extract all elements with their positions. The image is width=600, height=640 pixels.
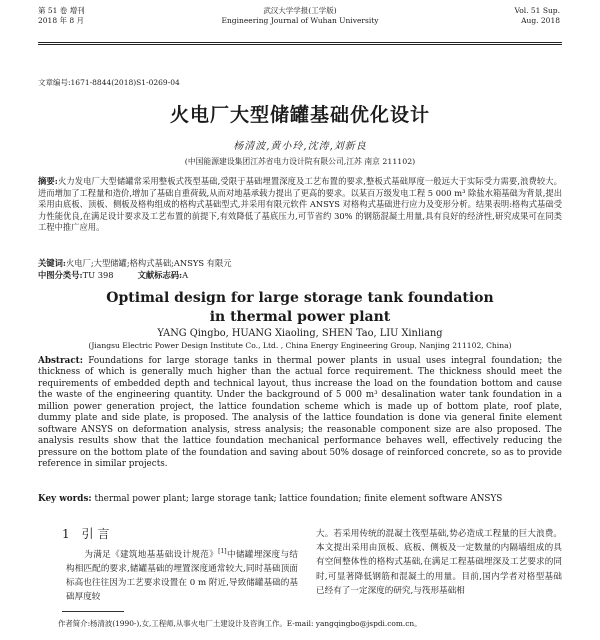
doc-code-value: A xyxy=(182,270,189,280)
header-rule-top xyxy=(38,42,562,43)
abstract-cn xyxy=(38,176,562,234)
keywords-cn xyxy=(38,257,562,269)
abstract-cn-text: 火力发电厂大型储罐常采用整板式筏型基础,受限于基础埋置深度及工艺布置的要求,整板式基础厚度一般远大于实际受力需要,浪费较大。进而增加了工程量和造价,增加了基础自重荷载,从而对地基承载力提出了更高的要求。以某百万级发电工程 5 000 m³ 除盐水箱基础为背景,提出采用由底板、顶板、侧板及格构组成的格构式基础型式,并采用有限元软件 ANSYS 对格构式基础进行应力及变形分析。结果表明:格构式基础受力性能优良,在满足设计要求及工艺布置的前提下,有效降低了基底压力,可节省约 30% 的钢筋混凝土用量,具有良好的经济性,研究成果可在同类工程中推广应用。 xyxy=(38,176,562,233)
keywords-en-text: thermal power plant; large storage tank; lattice foundation; finite element software ANSYS xyxy=(94,494,503,504)
clc-value: TU 398 xyxy=(82,270,114,280)
page-title-cn: 火电厂大型储罐基础优化设计 xyxy=(169,104,430,126)
journal-cn-title: 武汉大学学报(工学版) xyxy=(263,6,337,15)
classification-cn xyxy=(38,269,562,281)
abstract-en xyxy=(38,356,562,471)
keywords-cn-label: 关键词: xyxy=(38,258,66,268)
affiliation-cn: (中国能源建设集团江苏省电力设计院有限公司,江苏 南京 211102) xyxy=(184,157,416,166)
header-right xyxy=(515,6,561,26)
body-right-text: 大。若采用传统的混凝土筏型基础,势必造成工程量的巨大浪费。本文提出采用由顶板、底板、侧板及一定数量的内隔墙组成的具有空间整体性的格构式基础,在满足工程基础埋深及工艺要求的同时,可显著降低钢筋和混凝土的用量。目前,国内学者对格型基础已经有了一定深度的研究,与筏形基础相 xyxy=(316,529,562,596)
journal-en-title: Engineering Journal of Wuhan University xyxy=(221,16,379,25)
body-left-text-b: 中储罐埋深度与结构相匹配的要求,储罐基础的埋置深度通常较大,同时基础顶面标高也往往因为工艺要求设置在 0 m 附近,导致储罐基础的基础厚度较 xyxy=(66,549,298,603)
date-cn-label: 2018 年 8 月 xyxy=(38,16,85,25)
footnote-rule xyxy=(62,611,124,612)
running-header xyxy=(0,6,600,40)
section-title: 引言 xyxy=(81,527,114,541)
keywords-en-label: Key words: xyxy=(38,494,92,504)
title-en-line1: Optimal design for large storage tank foundation xyxy=(106,290,494,306)
clc-label: 中图分类号: xyxy=(38,270,83,280)
abstract-en-label: Abstract: xyxy=(38,356,83,366)
volume-label: 第 51 卷 增刊 xyxy=(38,6,85,15)
authors-cn: 杨清波,黄小玲,沈涛,刘新良 xyxy=(233,141,367,152)
section-heading xyxy=(62,525,113,542)
affiliation-en: (Jiangsu Electric Power Design Institute Co., Ltd. , China Energy Engineering Group, Nanjing 211102, China) xyxy=(88,341,512,350)
reference-marker: [1] xyxy=(218,548,227,555)
body-left-text-a: 为满足《建筑地基基础设计规范》 xyxy=(84,549,219,560)
abstract-cn-label: 摘要: xyxy=(38,176,58,186)
keywords-en xyxy=(38,494,568,504)
date-en-label: Aug. 2018 xyxy=(521,16,560,25)
title-en-line2: in thermal power plant xyxy=(209,309,391,325)
header-center xyxy=(0,6,600,26)
section-number: 1 xyxy=(62,527,74,541)
page-title-en xyxy=(0,289,600,327)
article-number: 文章编号:1671-8844(2018)S1-0269-04 xyxy=(38,78,180,87)
abstract-en-text: Foundations for large storage tanks in thermal power plants in usual uses integral foundation; the thickness of which is generally much higher than the actual force requirement. The thickness should meet the requirements of embedded depth and technical layout, thus increase the load on the foundation bottom and cause the waste of the engineering quantity. Under the background of 5 000 m³ desalination water tank foundation in a million power generation project, the lattice foundation scheme which is made up of bottom plate, roof plate, dummy plate and side plate, is proposed. The analysis of the lattice foundation is done via general finite element software ANSYS on deformation analysis, stress analysis; the reasonable component size are also proposed. The analysis results show that the lattice foundation mechanical performance behaves well, effectively reducing the pressure on the bottom plate of the foundation and saving about 50% dosage of reinforced concrete, so as to provide reference in similar projects. xyxy=(38,356,562,470)
volume-en-label: Vol. 51 Sup. xyxy=(514,6,560,15)
keywords-cn-text: 火电厂;大型储罐;格构式基础;ANSYS 有限元 xyxy=(65,258,232,268)
body-column-left xyxy=(66,545,298,605)
authors-en: YANG Qingbo, HUANG Xiaoling, SHEN Tao, LIU Xinliang xyxy=(157,328,443,339)
body-column-right xyxy=(316,527,562,598)
header-rule-bottom xyxy=(38,44,562,45)
doc-code-label: 文献标志码: xyxy=(137,270,183,280)
author-footnote: 作者简介:杨清波(1990-),女,工程师,从事火电厂土建设计及咨询工作。E-mail: yangqingbo@jspdi.com.cn。 xyxy=(58,619,422,628)
